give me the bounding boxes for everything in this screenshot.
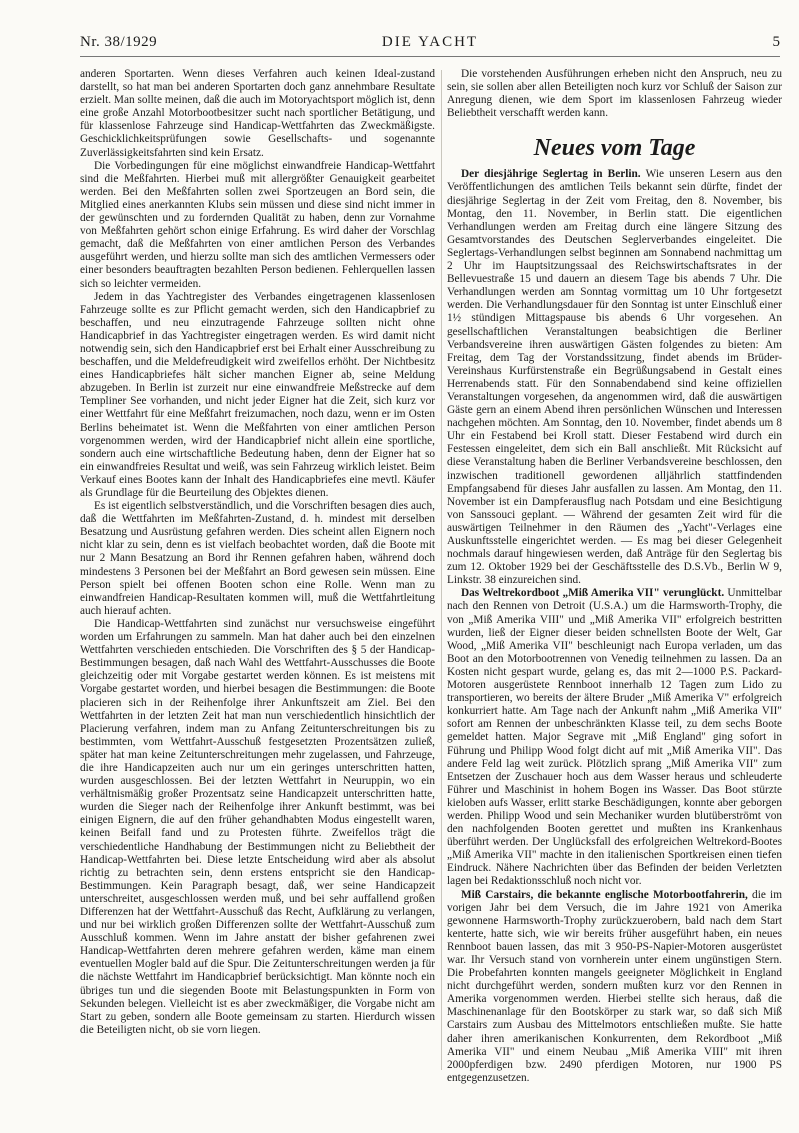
news-article [447,168,782,587]
article-heading: Miß Carstairs, die bekannte englische Motorbootfahrerin, [461,888,748,901]
intro-paragraph: Die vorstehenden Ausführungen erheben nicht den Anspruch, neu zu sein, sie sollen aber allen Beteiligten noch kurz vor Schluß der Saison zur Anregung dienen, wie dem Sport im klassenlosen Fahrzeug wieder Beliebtheit verschafft werden kann. [447,68,782,120]
paragraph: Die Handicap-Wettfahrten sind zunächst nur versuchsweise eingeführt worden um Erfahrungen zu sammeln. Man hat daher auch bei den einzelnen Wettfahrten verschieden entschieden. Die Vorschriften des § 5 der Handicap-Bestimmungen besagen, daß nach Wahl des Wettfahrt-Ausschusses die Boote gleichzeitig oder mit Vorgabe gestartet werden können. Es ist meistens mit Vorgabe gestartet worden, und hierbei besagen die Bestimmungen: die Boote placieren sich in der Reihenfolge ihrer Ankunftszeit am Ziel. Bei den Wettfahrten in der letzten Zeit hat man nun verschiedentlich hinsichtlich der Placierung verfahren, indem man zu Anfang Zeitunterschreitungen bis zu bestimmten, vom Wettfahrt-Ausschuß festgesetzten Prozentsätzen zuließ, später hat man keine Zeitunterschreitungen mehr zugelassen, und Fahrzeuge, die ihre Handicapzeiten auch nur um ein geringes unterschritten hatten, wurden ausgeschlossen. Bei der letzten Wettfahrt in Neuruppin, wo ein verhältnismäßig großer Prozentsatz seine Handicapzeit unterschritten hatte, wurden die Sieger nach der Reihenfolge ihrer Ankunft bestimmt, was bei einigen Eignern, die auf den früher gehandhabten Modus eingestellt waren, keinen Beifall fand und zu Protesten führte. Zweifellos trägt die verschiedentliche Handhabung der Bestimmungen nicht zu Beliebtheit der Handicap-Wettfahrten bei. Diese letzte Entscheidung wird aber als absolut richtig zu betrachten sein, denn erstens entspricht sie den Handicap-Bestimmungen. Kein Paragraph besagt, daß, wer seine Handicapzeit unterschreitet, ausgeschlossen werden muß, und bei sehr auffallend großen Differenzen hat der Wettfahrt-Ausschuß das Recht, Aufklärung zu verlangen, und nur bei wirklich großen Differenzen sollte der Wettfahrt-Ausschuß zum Ausschluß kommen. Wenn im Jahre anstatt der bisher gefahrenen zwei Handicap-Wettfahrten deren mehrere gefahren werden, käme man einem eventuellen Mogler bald auf die Spur. Die Zeitunterschreitungen werden ja für die nächste Wettfahrt im Handicapbrief berücksichtigt. Man könnte noch ein übriges tun und die siegenden Boote mit Belastungspunkten in Form von Sekunden belegen. Vielleicht ist es aber zweckmäßiger, die Vorgabe nicht am Start zu geben, sondern alle Boote gemeinsam zu starten. Hierdurch wissen die Beteiligten nicht, ob sie vorn liegen. [80,617,435,1036]
article-text: Wie unseren Lesern aus den Veröffentlichungen des amtlichen Teils bekannt sein dürfte, findet der diesjährige Seglertag in der Zeit vom Freitag, den 8. November, bis Montag, den 11. November, in Berlin statt. Die eigentlichen Verhandlungen werden am Freitag durch eine längere Sitzung des Gesamtvorstandes des Deutschen Seglerverbandes eingeleitet. Die Seglertags-Verhandlungen selbst beginnen am Sonnabend nachmittag um 2 Uhr im Hauptsitzungssaal des Reichswirtschaftsrates in der Bellevuestraße 15 und dauern an diesem Tage bis abends 7 Uhr. Die Verhandlungen werden am Sonntag vormittag um 10 Uhr fortgesetzt werden. Die Verhandlungsdauer für den Sonntag ist unter Einschluß einer 1½ stündigen Mittagspause bis abends 6 Uhr vorgesehen. An gesellschaftlichen Veranstaltungen beabsichtigen die Berliner Verbandsvereine ihren auswärtigen Gästen folgendes zu bieten: Am Freitag, dem Tag der Vorstandssitzung, findet abends im Brüder-Vereinshaus Kurfürstenstraße ein Begrüßungsabend in Gestalt eines Herrenabends statt. Für den Sonnabendabend sind keine offiziellen Veranstaltungen vorgesehen, da angenommen wird, daß die auswärtigen Gäste gern an einem Abend ihren persönlichen Wünschen und Interessen nachgehen möchten. Am Sonntag, den 10. November, findet abends um 8 Uhr ein Festabend bei Kroll statt. Dieser Festabend wird durch ein Festessen eingeleitet, dem sich ein Ball anschließt. Mit Rücksicht auf diese Veranstaltung haben die Berliner Verbandsvereine beschlossen, den inzwischen traditionell gewordenen alljährlich stattfindenden Empfangsabend für dieses Jahr ausfallen zu lassen. Am Montag, den 11. November ist ein Dampferausflug nach Potsdam und eine Besichtigung von Sanssouci geplant. — Während der gesamten Zeit wird für die auswärtigen Teilnehmer in den Räumen des „Yacht"-Verlages eine Auskunftsstelle eingerichtet werden. — Es mag bei dieser Gelegenheit nochmals darauf hingewiesen werden, daß Anträge für den Seglertag bis zum 12. Oktober 1929 bei der Geschäftsstelle des D.S.Vb., Berlin W 9, Linkstr. 38 einzureichen sind. [447,168,782,587]
paragraph: Es ist eigentlich selbstverständlich, und die Vorschriften besagen dies auch, daß die Wettfahrten im Meßfahrten-Zustand, d. h. mindest mit derselben Besatzung und Ausrüstung gefahren werden. Dies scheint allen Eignern noch nicht klar zu sein, denn es ist vielfach beobachtet worden, daß die Boote mit nur 2 Mann Besatzung an Bord ihr Rennen gefahren haben, während doch mindestens 3 Personen bei der Meßfahrt an Bord gewesen sein müssen. Eine Person spielt bei offenen Booten schon eine Rolle. Wenn man zu einwandfreien Handicap-Resultaten kommen will, muß die Wettfahrtleitung auch hierauf achten. [80,500,435,617]
page-number: 5 [772,34,780,50]
left-column [80,68,435,1098]
article-heading: Der diesjährige Seglertag in Berlin. [461,168,641,181]
header-rule [80,56,780,57]
paragraph: Jedem in das Yachtregister des Verbandes eingetragenen klassenlosen Fahrzeuge sollte es zur Pflicht gemacht werden, sich den Handicapbrief zu beschaffen, und neu einzutragende Fahrzeuge sollten nicht ohne Handicapbrief in das Yachtregister eingetragen werden. Es wird damit nicht notwendig sein, sich den Handicapbrief erst bei Erhalt einer Ausschreibung zu beschaffen, und die Meldefreudigkeit wird zweifellos erhöht. Der Nichtbesitz eines Handicapbriefes hält sicher manchen Eigner ab, seine Meldung abzugeben. In Berlin ist zurzeit nur eine einwandfreie Meßstrecke auf dem Templiner See vorhanden, und nicht jeder Eigner hat die Zeit, sich kurz vor einer Wettfahrt für eine Meßfahrt freizumachen, noch dazu, wenn er im Osten Berlins beheimatet ist. Wenn die Meßfahrten von einer amtlichen Person vorgenommen werden, wird der Handicapbrief nicht allein eine sportliche, sondern auch eine wirtschaftliche Bedeutung haben, denn der Eigner hat so ein einwandfreies Resultat und weiß, was sein Fahrzeug wirklich leistet. Beim Verkauf eines Bootes kann der Inhalt des Handicapbriefes eine mevtl. Käufer als Grundlage für die Beurteilung des Objektes dienen. [80,290,435,499]
article-text: die im vorigen Jahr bei dem Versuch, die im Jahre 1921 von Amerika gewonnene Harmsworth-Trophy zurückzuerobern, bald nach dem Start kenterte, hatte sich, wie wir bereits früher ausgeführt haben, ein neues Rennboot bauen lassen, das mit 3 950-PS-Napier-Motoren ausgerüstet war. Ihr Versuch stand von vornherein unter einem ungünstigen Stern. Die Probefahrten konnten mangels geeigneter Möglichkeit in England nicht durchgeführt werden, sondern mußten kurz vor den Rennen in Amerika vorgenommen werden. Hierbei stellte sich heraus, daß die Maschinenanlage für den Bootskörper zu stark war, so daß sich Miß Carstairs zum Ausbau des Mittelmotors entschließen mußte. Sie hatte daher ihren amerikanischen Konkurrenten, dem Rekordboot „Miß Amerika VII" und einem Neubau „Miß Amerika VIII" mit ihren 2000pferdigen bzw. 2490 pferdigen Motoren, nur 1900 PS entgegenzusetzen. [447,888,782,1084]
paragraph: Die Vorbedingungen für eine möglichst einwandfreie Handicap-Wettfahrt sind die Meßfahrten. Hierbei muß mit allergrößter Genauigkeit gearbeitet werden. Bei den Meßfahrten sollen zwei Sportzeugen an Bord sein, die Mitglied eines anerkannten Klubs sein müssen und diese sind nicht immer in der gewünschten und zu fordernden Qualität zu haben, denn zur Vornahme von Meßfahrten gehört schon einige Erfahrung. Es wird daher der Vorschlag gemacht, daß die Meßfahrten von einer amtlichen Person des Verbandes ausgeführt werden, und hierzu sollte man sich des amtlichen Vermessers oder einer besonders beauftragten bezahlten Person bedienen. Fehlerquellen lassen sich so leichter vermeiden. [80,159,435,290]
news-article [447,889,782,1085]
issue-number: Nr. 38/1929 [80,34,158,50]
column-divider [441,70,442,1070]
right-column [447,68,782,1098]
running-header [80,34,780,54]
news-article [447,587,782,888]
article-heading: Das Weltrekordboot „Miß Amerika VII" verunglückt. [461,587,725,600]
section-title: Neues vom Tage [533,135,696,162]
article-text: Unmittelbar nach den Rennen von Detroit (U.S.A.) um die Harmsworth-Trophy, die von „Miß Amerika VIII" und „Miß Amerika VII" erfolgreich bestritten wurden, ließ der Eigner dieser beiden schnellsten Boote der Welt, Gar Wood, „Miß Amerika VII" beschleunigt nach Europa verladen, um das Boot an den Motorbootrennen von Venedig teilnehmen zu lassen. Da an Kosten nicht gespart wurde, gelang es, das mit 2—1000 P.S. Packard-Motoren ausgerüstete Rennboot innerhalb 12 Tagen zum Lido zu transportieren, wo bereits der ältere Bruder „Miß Amerika V" erfolgreich konkurriert hatte. Am Tage nach der Ankunft nahm „Miß Amerika VII" sofort am Rennen der unbeschränkten Klasse teil, zu dem sechs Boote gemeldet hatten. Major Segrave mit „Miß England" ging sofort in Führung und Philipp Wood folgt dicht auf mit „Miß Amerika VII". Das andere Feld lag weit zurück. Plötzlich sprang „Miß Amerika VII" zum Entsetzen der Zuschauer hoch aus dem Wasser heraus und schleuderte Führer und Maschinist in hohem Bogen ins Wasser. Das Boot stürzte kieloben aufs Wasser, erlitt starke Beschädigungen, konnte aber geborgen werden. Philipp Wood und sein Mechaniker wurden blutüberströmt von den nachfolgenden Booten gerettet und mußten ins Krankenhaus überführt werden. Der Unglücksfall des erfolgreichen Weltrekord-Bootes „Miß Amerika VII" machte in den italienischen Sportkreisen einen tiefen Eindruck. Nähere Nachrichten über das Befinden der beiden Verletzten lagen bei Redaktionsschluß noch nicht vor. [447,587,782,888]
magazine-title: DIE YACHT [381,34,479,50]
paragraph: anderen Sportarten. Wenn dieses Verfahren auch keinen Ideal-zustand darstellt, so hat man bei anderen Sportarten doch ganz annehmbare Resultate erzielt. Man sollte meinen, daß die auch im Motoryachtsport möglich ist, denn eine große Anzahl Motorbootbesitzer sucht nach sportlicher Betätigung, und für klassenlose Fahrzeuge sind Handicap-Wettfahrten das Zweckmäßigste. Geschicklichkeitsprüfungen sowie Gesellschafts- und sogenannte Zuverlässigkeitsfahrten sind kein Ersatz. [80,68,435,159]
